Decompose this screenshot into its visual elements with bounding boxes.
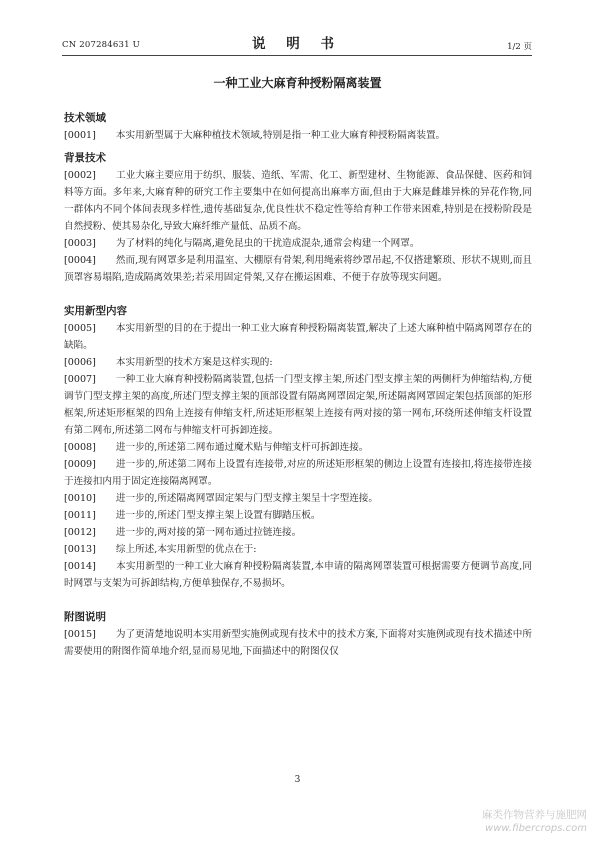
watermark-site-name: 麻类作物营养与施肥网 bbox=[482, 809, 587, 821]
paragraph bbox=[64, 626, 532, 660]
paragraph-text: 本实用新型属于大麻种植技术领域,特别是指一种工业大麻育种授粉隔离装置。 bbox=[115, 130, 446, 141]
page-header bbox=[62, 32, 532, 54]
paragraph-text: 综上所述,本实用新型的优点在于: bbox=[115, 544, 257, 555]
paragraph-number: [0015] bbox=[64, 629, 96, 640]
paragraph-text: 一种工业大麻育种授粉隔离装置,包括一门型支撑主架,所述门型支撑主架的两侧杆为伸缩结构,方便调节门型支撑主架的高度,所述门型支撑主架的顶部设置有隔离网罩固定架,所述隔离网罩固定架包括顶部的矩形框架,所述矩形框架的四角上连接有伸缩支杆,所述矩形框架上连接有两对接的第一网布,环绕所述伸缩支杆设置有第二网布,所述第二网布与伸缩支杆可拆卸连接。 bbox=[64, 374, 532, 436]
paragraph-text: 然而,现有网罩多是利用温室、大棚原有骨架,利用绳索将纱罩吊起,不仅搭建繁琐、形状不规则,而且顶罩容易塌陷,造成隔离效果差;若采用固定骨架,又存在搬运困难、不便于存放等现实问题。 bbox=[64, 255, 532, 283]
section-background bbox=[64, 150, 532, 286]
paragraph bbox=[64, 507, 532, 524]
paragraph-number: [0011] bbox=[64, 510, 96, 521]
paragraph-text: 为了更清楚地说明本实用新型实施例或现有技术中的技术方案,下面将对实施例或现有技术描述中所需要使用的附图作简单地介绍,显而易见地,下面描述中的附图仅仅 bbox=[64, 629, 532, 657]
paragraph-number: [0004] bbox=[64, 255, 96, 266]
paragraph-number: [0008] bbox=[64, 442, 96, 453]
section-drawings-description bbox=[64, 609, 532, 660]
paragraph-text: 进一步的,所述门型支撑主架上设置有脚踏压板。 bbox=[115, 510, 321, 521]
paragraph bbox=[64, 167, 532, 235]
paragraph bbox=[64, 558, 532, 592]
paragraph-text: 本实用新型的目的在于提出一种工业大麻育种授粉隔离装置,解决了上述大麻种植中隔离网罩存在的缺陷。 bbox=[64, 323, 532, 351]
document-title: 一种工业大麻育种授粉隔离装置 bbox=[213, 76, 382, 90]
paragraph bbox=[64, 371, 532, 439]
paragraph bbox=[64, 456, 532, 490]
paragraph-number: [0006] bbox=[64, 357, 96, 368]
paragraph-text: 为了材料的纯化与隔离,避免昆虫的干扰造成混杂,通常会构建一个网罩。 bbox=[115, 238, 420, 249]
section-heading: 实用新型内容 bbox=[64, 305, 127, 317]
paragraph bbox=[64, 320, 532, 354]
paragraph bbox=[64, 354, 532, 371]
paragraph-number: [0009] bbox=[64, 459, 96, 470]
paragraph-number: [0002] bbox=[64, 170, 96, 181]
paragraph-text: 进一步的,所述隔离网罩固定架与门型支撑主架呈十字型连接。 bbox=[115, 493, 378, 504]
section-technical-field bbox=[64, 110, 532, 144]
paragraph-number: [0014] bbox=[64, 561, 96, 572]
watermark-url: www.fibercrops.com bbox=[485, 823, 587, 834]
paragraph-number: [0003] bbox=[64, 238, 96, 249]
paragraph bbox=[64, 541, 532, 558]
paragraph bbox=[64, 127, 532, 144]
paragraph-number: [0005] bbox=[64, 323, 96, 334]
header-divider bbox=[62, 55, 532, 56]
paragraph-number: [0001] bbox=[64, 130, 96, 141]
page-number: 3 bbox=[294, 775, 301, 785]
watermark bbox=[482, 808, 587, 836]
paragraph bbox=[64, 439, 532, 456]
paragraph-text: 工业大麻主要应用于纺织、服装、造纸、军需、化工、新型建材、生物能源、食品保健、医药和饲料等方面。多年来,大麻育种的研究工作主要集中在如何提高出麻率方面,但由于大麻是雌雄异株的异花作物,同一群体内不同个体间表现多样性,遗传基础复杂,优良性状不稳定性等给育种工作带来困难,特别是在授粉阶段是自然授粉、使其易杂化,导致大麻纤维产量低、品质不高。 bbox=[64, 170, 532, 232]
document-type: 说 明 书 bbox=[252, 36, 342, 52]
section-utility-model-content bbox=[64, 303, 532, 592]
paragraph-number: [0007] bbox=[64, 374, 96, 385]
section-heading: 技术领域 bbox=[64, 112, 106, 124]
section-heading: 背景技术 bbox=[64, 152, 106, 164]
paragraph-number: [0013] bbox=[64, 544, 96, 555]
paragraph-number: [0010] bbox=[64, 493, 96, 504]
paragraph-text: 进一步的,两对接的第一网布通过拉链连接。 bbox=[115, 527, 302, 538]
paragraph bbox=[64, 252, 532, 286]
paragraph-text: 本实用新型的一种工业大麻育种授粉隔离装置,本申请的隔离网罩装置可根据需要方便调节高度,同时网罩与支架为可拆卸结构,方便单独保存,不易损坏。 bbox=[64, 561, 532, 589]
document-body bbox=[64, 110, 532, 660]
section-heading: 附图说明 bbox=[64, 611, 106, 623]
paragraph bbox=[64, 524, 532, 541]
page-info: 1/2 页 bbox=[507, 42, 532, 52]
paragraph bbox=[64, 490, 532, 507]
paragraph-text: 进一步的,所述第二网布通过魔术贴与伸缩支杆可拆卸连接。 bbox=[115, 442, 369, 453]
paragraph-text: 进一步的,所述第二网布上设置有连接带,对应的所述矩形框架的侧边上设置有连接扣,将连接带连接于连接扣内用于固定连接隔离网罩。 bbox=[64, 459, 532, 487]
paragraph-number: [0012] bbox=[64, 527, 96, 538]
paragraph bbox=[64, 235, 532, 252]
patent-number: CN 207284631 U bbox=[62, 40, 140, 50]
paragraph-text: 本实用新型的技术方案是这样实现的: bbox=[115, 357, 273, 368]
